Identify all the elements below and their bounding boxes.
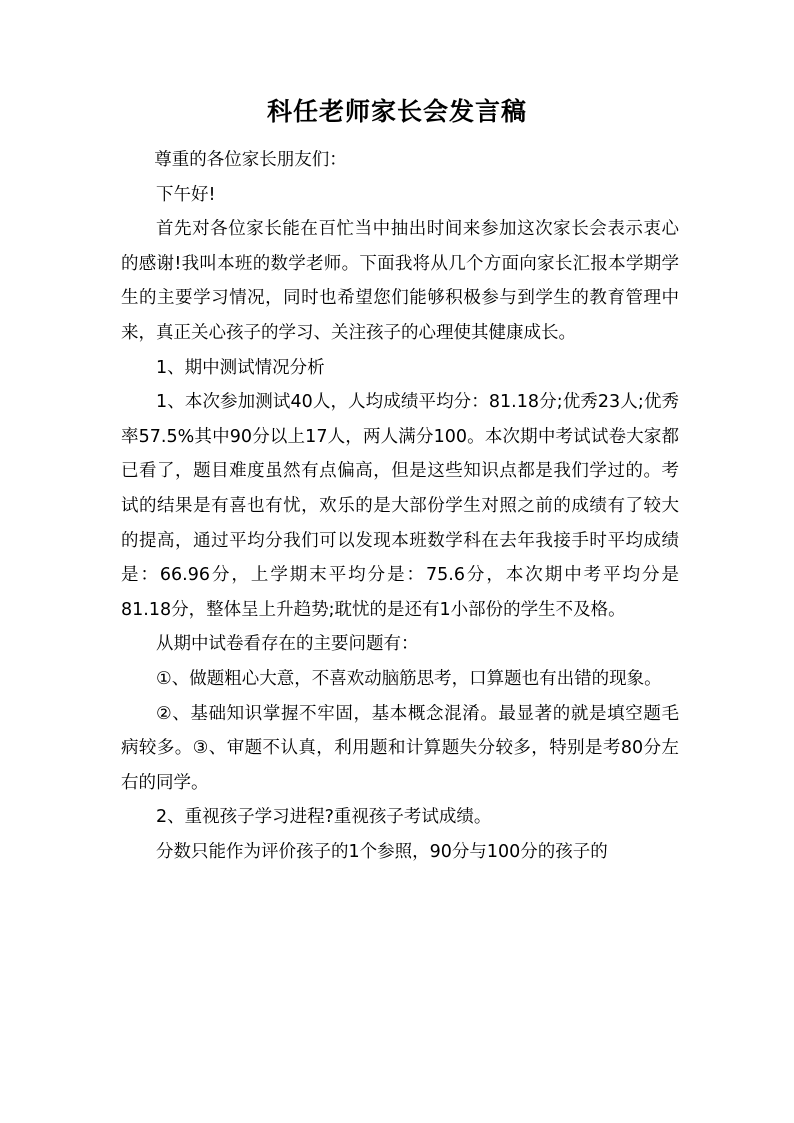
greeting: 下午好! <box>156 184 216 205</box>
paragraph-test-analysis: 1、本次参加测试40人，人均成绩平均分：81.18分;优秀23人;优秀率57.5%其中90分以上17人，两人满分100。本次期中考试试卷大家都已看了，题目难度虽然有点偏高，但是这些知识点都是我们学过的。考试的结果是有喜也有忧，欢乐的是大部份学生对照之前的成绩有了较大的提高，通过平均分我们可以发现本班数学科在去年我接手时平均成绩是：66.96分，上学期末平均分是：75.6分，本次期中考平均分是81.18分，整体呈上升趋势;耽忧的是还有1小部份的学生不及格。 <box>121 392 679 620</box>
paragraph-scores: 分数只能作为评价孩子的1个参照，90分与100分的孩子的 <box>156 841 608 862</box>
document-body <box>121 143 679 869</box>
paragraph-intro: 首先对各位家长能在百忙当中抽出时间来参加这次家长会表示衷心的感谢!我叫本班的数学老师。下面我将从几个方面向家长汇报本学期学生的主要学习情况，同时也希望您们能够积极参与到学生的教育管理中来，真正关心孩子的学习、关注孩子的心理使其健康成长。 <box>121 219 679 343</box>
document-title: 科任老师家长会发言稿 <box>266 97 527 126</box>
section-heading-2: 2、重视孩子学习进程?重视孩子考试成绩。 <box>156 807 492 828</box>
paragraph-problem-2-3: ②、基础知识掌握不牢固，基本概念混淆。最显著的就是填空题毛病较多。③、审题不认真，利用题和计算题失分较多，特别是考80分左右的同学。 <box>121 703 679 793</box>
section-heading-1: 1、期中测试情况分析 <box>156 357 325 378</box>
paragraph-problem-1: ①、做题粗心大意，不喜欢动脑筋思考，口算题也有出错的现象。 <box>156 668 662 689</box>
salutation: 尊重的各位家长朋友们： <box>154 150 347 170</box>
paragraph-problems-intro: 从期中试卷看存在的主要问题有： <box>156 634 419 655</box>
